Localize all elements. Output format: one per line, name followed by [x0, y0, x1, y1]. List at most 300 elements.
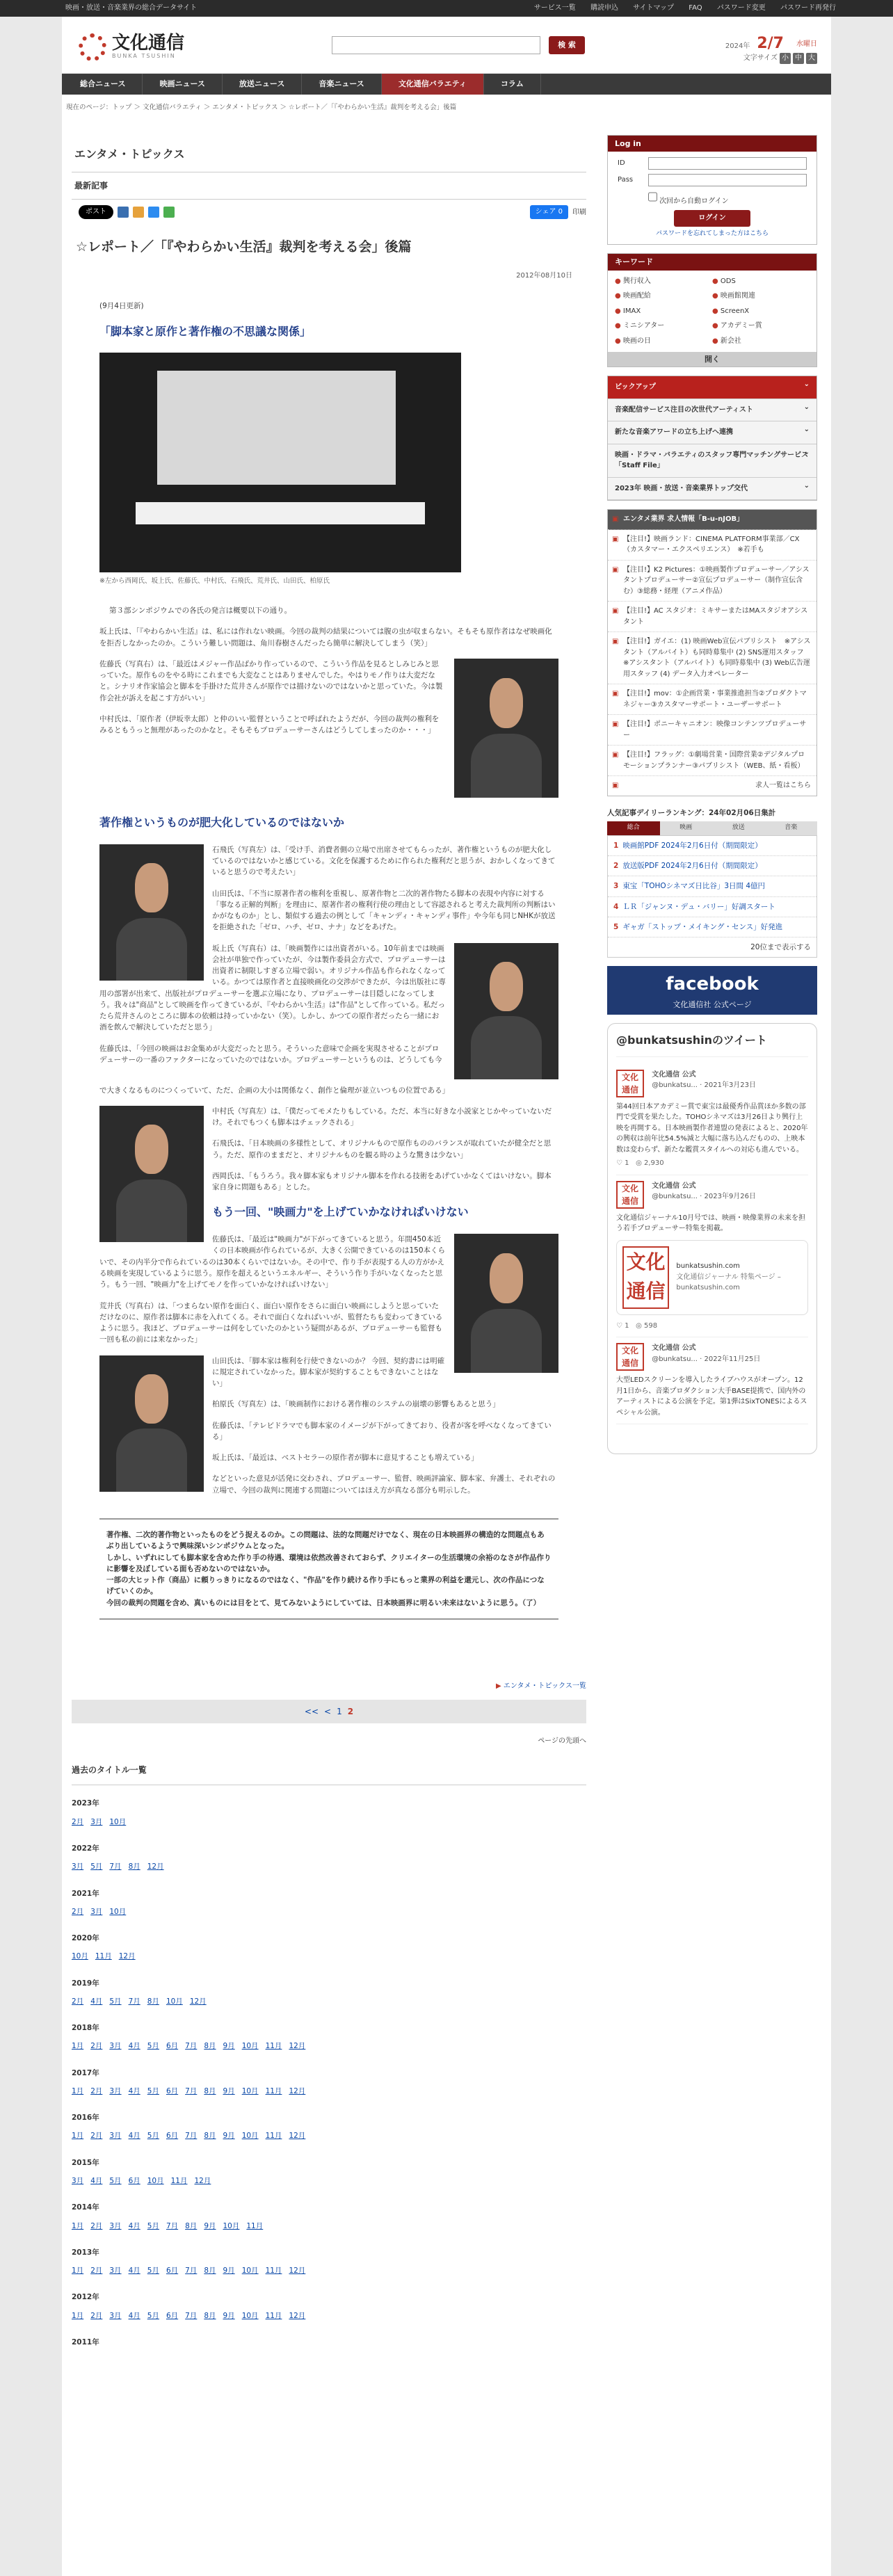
logo-mark-icon [79, 33, 106, 61]
login-box [607, 135, 817, 245]
publish-date: 2012年08月10日 [516, 271, 572, 280]
archive-month-link[interactable]: 1月 [72, 2311, 84, 2320]
archive-month-link[interactable]: 7月 [185, 2042, 198, 2051]
archive-month-link[interactable]: 10月 [109, 1907, 127, 1916]
archive-month-link[interactable]: 2月 [72, 1997, 84, 2006]
top-links [522, 3, 836, 14]
paragraph: 坂上氏（写真右）は、「映画製作には出資者がいる。10年前までは映画会社が単独で作っていたが、今は製作委員会方式で、プロデューサーは出資者に制限しすぎる立場で弱い。オリジナル作品も作られなくなっている。かつては原作者と直接映画化の交渉ができたが、今は出版社に専用の部署が出来て、出版社がプロデューサーを選ぶ立場になり、プロデューサーは目隠しになってしまう。我々は"商品"として映画を作ってきているが、『やわらかい生活』は"作品"として作っている。私だったら荒井さんのところに脚本の依頼は持っていかない（笑）。しかし、かつての原作者だったら一緒にお酒を飲んで解決していただと思う」 [99, 944, 446, 1032]
page-top-link[interactable] [72, 1736, 586, 1747]
archive-month-link[interactable]: 10月 [241, 2086, 259, 2095]
archive-month-link[interactable]: 12月 [289, 2267, 306, 2276]
section-title: エンタメ・トピックス [74, 147, 185, 161]
pager-page-2: 2 [347, 1707, 354, 1717]
keyword-item[interactable]: ● 映画館関連 [712, 291, 810, 302]
paragraph: 坂上氏は、「『やわらかい生活』は、私には作れない映画。今回の裁判の結果については腹の虫が収まらない。そもそも原作者はなぜ映画化を拒否しなかったのか。こういう難しい問題は、角川春樹さんだったら簡単に解決してしまう（笑）」 [99, 627, 552, 647]
login-button[interactable]: ログイン [674, 210, 750, 227]
paragraph: 佐藤氏は、「テレビドラマでも脚本家のイメージが下がってきており、役者が客を呼べなくなってきている」 [212, 1421, 552, 1441]
updated-note: (9月4日更新) [99, 302, 144, 311]
archive-month-link[interactable]: 8月 [147, 1997, 159, 2006]
jobs-box [607, 509, 817, 796]
archive-month-link[interactable]: 5月 [147, 2267, 159, 2276]
tweet[interactable] [616, 1175, 808, 1338]
archive-month-link[interactable]: 8月 [185, 2221, 198, 2230]
archive-month-link[interactable]: 3月 [72, 1862, 84, 1871]
paragraph: 第３部シンポジウムでの各氏の発言は概要以下の通り。 [109, 606, 292, 615]
archive-month-link[interactable]: 5月 [90, 1862, 103, 1871]
paragraph: 佐藤氏は、「今回の映画はお金集めが大変だったと思う。そういった意味で企画を実現させることがプロデューサーの一番のファクターになっていたのではないか。プロデューサーというものは、どうしても今で大きくなるものにつくっていて、ただ、企画の大小は関係なく、創作と倫理が並立いつもの位置である」 [99, 1044, 450, 1095]
page [62, 17, 831, 2576]
pass-field[interactable] [648, 174, 807, 186]
keyword-item[interactable]: ● ミニシアター [615, 321, 712, 332]
archive-month-link[interactable]: 4月 [128, 2267, 140, 2276]
tweet-text: 第44回日本アカデミー賞で東宝は最優秀作品賞ほか多数の部門で受賞を果たした。TOHOシネマズは3月26日より興行上映を再開する。日本映画製作者連盟の発表によると、2020年の興収は前年比54.5%減と大幅に落ち込んだものの、上映本数は変わらず、新たな鑑賞スタイルへの対応も進んでいる。 [616, 1102, 808, 1154]
top-link[interactable]: 購読申込 [590, 4, 618, 13]
archive-month-link[interactable]: 10月 [72, 1952, 88, 1961]
rank-link[interactable]: ギャガ「ストップ・メイキング・センス」好発進 [622, 922, 783, 931]
ranking-box [607, 805, 817, 958]
archive-month-link[interactable]: 3月 [109, 2086, 122, 2095]
archive-month-link[interactable]: 11月 [265, 2086, 282, 2095]
keyword-item[interactable]: ● 映画の日 [615, 336, 712, 347]
rss-icon[interactable] [133, 207, 144, 218]
archive-month-link[interactable]: 3月 [72, 2176, 84, 2185]
font-large-button[interactable]: 大 [806, 53, 817, 64]
archive-months [72, 2265, 586, 2279]
paragraph: 石飛氏は、「日本映画の多様性として、オリジナルもので原作もののバランスが取れていたが健全だと思う。ただ、原作のままだと、オリジナルものを観る時のような驚きは少ない」 [212, 1139, 552, 1159]
archive-month-link[interactable]: 10月 [109, 1817, 127, 1826]
archive-month-link[interactable]: 12月 [189, 1997, 207, 2006]
pager-first[interactable]: << [304, 1707, 319, 1717]
archive-month-link[interactable]: 12月 [289, 2311, 306, 2320]
nav-column[interactable]: コラム [484, 74, 541, 95]
archive-year: 2017年 [72, 2068, 99, 2077]
paragraph: 佐藤氏は、「最近は"映画力"が下がってきていると思う。年間450本近くの日本映画が作られているが、大きく公開できているのは150本くらいで、その内半分で作られているのは30本くらいではないか。その中で、作り手が表現する人の方がかえる映画を実現しているように思う。原作を超えるというエネルギー、そういう作り手がいなくなったと思う。もう一回、"映画力"を上げてモノを作っていかなければいけない」 [99, 1235, 446, 1289]
nav-general[interactable]: 総合ニュース [63, 74, 143, 95]
archive-year: 2014年 [72, 2203, 99, 2212]
archive-month-link[interactable]: 12月 [289, 2132, 306, 2141]
archive-month-link[interactable]: 5月 [147, 2311, 159, 2320]
archive-month-link[interactable]: 11月 [265, 2132, 282, 2141]
keyword-item[interactable]: ● ODS [712, 276, 810, 287]
archive-months [72, 1906, 586, 1920]
jobs-heading: ▣ エンタメ業界 求人情報「B-u-nJOB」 [608, 510, 816, 530]
tweet-stats: ♡ 1 ◎ 598 [616, 1321, 658, 1330]
keyword-item[interactable]: ● 映画配給 [615, 291, 712, 302]
job-item[interactable]: ▣ 【注目!】映画ランド：CINEMA PLATFORM事業部／CX（カスタマー・エクスペリエンス） ※若手も [608, 530, 816, 561]
facebook-banner[interactable] [607, 966, 817, 1014]
top-link[interactable]: サイトマップ [633, 4, 675, 13]
archive-month-link[interactable]: 3月 [109, 2042, 122, 2051]
archive-month-link[interactable]: 9月 [223, 2132, 235, 2141]
archive-month-link[interactable]: 10月 [241, 2267, 259, 2276]
rank-link[interactable]: 映画館PDF 2024年2月6日付（期間限定） [622, 841, 762, 850]
remember-checkbox[interactable] [648, 191, 657, 203]
breadcrumb[interactable]: 現在のページ：トップ ＞ 文化通信バラエティ ＞ エンタメ・トピックス ＞ ☆レポート／「『やわらかい生活』裁判を考える会」後篇 [66, 104, 457, 111]
rank-item[interactable]: 2 放送版PDF 2024年2月6日付（期間限定） [608, 856, 816, 876]
archive-title: 過去のタイトル一覧 [72, 1761, 586, 1786]
archive-month-link[interactable]: 5月 [147, 2042, 159, 2051]
google-icon[interactable] [163, 207, 175, 218]
nav-music[interactable]: 音楽ニュース [302, 74, 381, 95]
logo[interactable] [79, 33, 184, 61]
font-size-control [743, 53, 817, 64]
tagline: 映画・放送・音楽業界の総合データサイト [65, 4, 198, 13]
subheading: もう一回、"映画力"を上げていかなければいけない [212, 1205, 469, 1219]
archive-months [72, 1817, 586, 1830]
archive-month-link[interactable]: 2月 [90, 2311, 103, 2320]
archive-month-link[interactable]: 10月 [166, 1997, 183, 2006]
nav-broadcast[interactable]: 放送ニュース [223, 74, 302, 95]
paragraph: 中村氏は、「原作者（伊坂幸太郎）と仲のいい監督ということで呼ばれたようだが、今回の裁判の権利をみるともうっと無理があったのかなと。そもそもプロデューサーさんはどうしてしまったのか・・・」 [99, 714, 440, 735]
archive-month-link[interactable]: 3月 [109, 2267, 122, 2276]
article-body [72, 287, 586, 1620]
topics-list-link[interactable]: ▶ エンタメ・トピックス一覧 [496, 1682, 586, 1690]
archive-month-link[interactable]: 8月 [204, 2267, 216, 2276]
jobs-more-link[interactable]: ▣ 求人一覧はこちら [608, 776, 816, 796]
avatar: 文化 通信 [616, 1070, 644, 1097]
rank-tab[interactable]: 総合 [607, 821, 660, 835]
pass-label: Pass [618, 176, 634, 184]
archive-month-link[interactable]: 7月 [166, 2221, 179, 2230]
archive-month-link[interactable]: 3月 [109, 2311, 122, 2320]
bookmark-icon[interactable] [118, 207, 129, 218]
rank-item[interactable]: 3 東宝「TOHOシネマズ日比谷」3日間 4億円 [608, 876, 816, 896]
year: 2024年 [725, 42, 750, 50]
subheading: 著作権というものが肥大化しているのではないか [99, 815, 345, 829]
archive-year: 2013年 [72, 2248, 99, 2257]
archive-year: 2016年 [72, 2114, 99, 2123]
archive-month-link[interactable]: 11月 [265, 2311, 282, 2320]
tweet-handle: @bunkatsu... · 2023年9月26日 [652, 1193, 757, 1201]
tweet-likes: 1 [625, 1321, 629, 1330]
archive-month-link[interactable]: 6月 [128, 2176, 140, 2185]
archive-month-link[interactable]: 2月 [90, 2086, 103, 2095]
archive-month-link[interactable]: 2月 [90, 2042, 103, 2051]
card-title: bunkatsushin.com [676, 1262, 740, 1271]
speaker-photo [99, 1106, 204, 1242]
print-button[interactable]: 印刷 [572, 208, 586, 216]
archive-month-link[interactable]: 2月 [90, 2132, 103, 2141]
archive-month-link[interactable]: 5月 [109, 1997, 122, 2006]
font-size-label: 文字サイズ [743, 54, 778, 63]
paragraph: 中村氏（写真左）は、「僕だってモメたりもしている。ただ、本当に好きな小説家とじかやっていないだけ。それでもつくも脚本はチェックされる」 [212, 1106, 552, 1127]
job-item[interactable]: ▣ 【注目!】AC スタジオ：ミキサーまたはMAスタジオアシスタント [608, 602, 816, 632]
photo-caption: ※左から西岡氏、坂上氏、佐藤氏、中村氏、石飛氏、荒井氏、山田氏、柏原氏 [99, 577, 330, 586]
archive-month-link[interactable]: 2月 [72, 1817, 84, 1826]
archive-month-link[interactable]: 6月 [166, 2267, 179, 2276]
nav-variety[interactable]: 文化通信バラエティ [382, 74, 484, 95]
archive-months [72, 1996, 586, 2010]
archive-month-link[interactable]: 7月 [128, 1997, 140, 2006]
rank-more-link[interactable]: 20位まで表示する [750, 943, 811, 952]
archive-month-link[interactable]: 9月 [223, 2267, 235, 2276]
weekday: 水曜日 [796, 40, 817, 48]
archive-month-link[interactable]: 10月 [147, 2176, 164, 2185]
id-field[interactable] [648, 157, 807, 170]
rank-link[interactable]: ＬＲ「ジャンヌ・デュ・バリー」好調スタート [622, 902, 775, 911]
keyword-heading: キーワード [608, 254, 816, 270]
sidebar [607, 135, 817, 1454]
twitter-heading: @bunkatsushinのツイート [616, 1032, 808, 1057]
tweet-views: 598 [643, 1321, 658, 1330]
twitter-timeline [607, 1023, 817, 1454]
font-medium-button[interactable]: 中 [793, 53, 804, 64]
archive-month-link[interactable]: 11月 [170, 2176, 188, 2185]
archive-month-link[interactable]: 9月 [223, 2042, 235, 2051]
paragraph: 坂上氏は、「最近は、ベストセラーの原作者が脚本に意見することも増えている」 [212, 1454, 478, 1463]
archive-month-link[interactable]: 1月 [72, 2132, 84, 2141]
rank-link[interactable]: 放送版PDF 2024年2月6日付（期間限定） [622, 862, 762, 871]
keyword-open-button[interactable]: 開く [608, 352, 816, 367]
pickup-heading: ピックアップ ⌄ [608, 376, 816, 399]
archive-month-link[interactable]: 9月 [204, 2221, 216, 2230]
main-column [72, 135, 586, 2358]
rank-item[interactable]: 5 ギャガ「ストップ・メイキング・センス」好発進 [608, 917, 816, 937]
archive-month-link[interactable]: 3月 [90, 1907, 103, 1916]
search-button[interactable]: 検 索 [549, 36, 585, 54]
archive-month-link[interactable]: 8月 [204, 2086, 216, 2095]
archive-month-link[interactable]: 8月 [204, 2042, 216, 2051]
archive-month-link[interactable]: 12月 [118, 1952, 136, 1961]
logo-text: 文化通信 [112, 32, 185, 54]
rank-tab[interactable]: 放送 [712, 821, 765, 835]
archive-months [72, 2086, 586, 2100]
id-label: ID [618, 159, 625, 168]
archive-month-link[interactable]: 4月 [128, 2086, 140, 2095]
speaker-photo [454, 1234, 558, 1373]
archive-year: 2018年 [72, 2024, 99, 2033]
rank-link[interactable]: 東宝「TOHOシネマズ日比谷」3日間 4億円 [622, 882, 766, 891]
summary-note: 著作権、二次的著作物といったものをどう捉えるのか。この問題は、法的な問題だけでなく、現在の日本映画界の構造的な問題点もあぶり出しているようで興味深いシンポジウムとなった。 しかし、いずれにしても脚本家を含めた作り手の待遇、環境は依然改善されておらず、クリエイターの生活環境の余裕のなさが作品作りに影響を及ぼしている面も否めないのではないか。 一部の大ヒット作（商品）に頼りっきりになるのではなく、"作品"を作り続ける作り手にもっと業界の利益を還元し、次の作品につなげていくのか。 今回の裁判の問題を含め、真いものには目をとて、見てみないようにしていては、日本映画界に明るい未来はないように思う。（了） [99, 1518, 558, 1620]
archive-month-link[interactable]: 1月 [72, 2267, 84, 2276]
pager-page-1[interactable]: 1 [337, 1707, 342, 1717]
archive-months [72, 1861, 586, 1875]
archive-month-link[interactable]: 10月 [241, 2042, 259, 2051]
paragraph: 西岡氏は、「もうろう。我々脚本家もオリジナル脚本を作れる技術をあげていかなくてはいけない。脚本家自身に問題もある」とした。 [212, 1171, 552, 1192]
speaker-photo [99, 1355, 204, 1492]
archive-month-link[interactable]: 6月 [166, 2042, 179, 2051]
pager [72, 1700, 586, 1723]
avatar: 文化 通信 [616, 1181, 644, 1209]
pickup-item[interactable]: 音楽配信サービス注目の次世代アーティスト ⌄ [608, 399, 816, 422]
archive-month-link[interactable]: 6月 [166, 2311, 179, 2320]
forgot-password-link[interactable]: パスワードを忘れてしまった方はこちら [655, 230, 769, 237]
ranking-heading: 人気記事デイリーランキング：24年02月06日集計 [607, 808, 776, 817]
paragraph: 石飛氏（写真左）は、「受け手、消費者側の立場で出席させてもらったが、著作権というものが肥大化しているのではないかと感じている。文化を保護するために作られた権利だと思うが、おかしくなってきていると思うので考えたい」 [212, 845, 556, 877]
archive-month-link[interactable]: 4月 [128, 2132, 140, 2141]
archive-year: 2022年 [72, 1844, 99, 1853]
pickup-item[interactable]: 映画・ドラマ・バラエティのスタッフ専門マッチングサービス「Staff File」 ⌄ [608, 444, 816, 478]
archive-month-link[interactable]: 5月 [147, 2132, 159, 2141]
archive-month-link[interactable]: 6月 [166, 2132, 179, 2141]
job-item[interactable]: ▣ 【注目!】K2 Pictures：①映画製作プロデューサー／アシスタントプロデューサー②宣伝プロデューサー（制作宣伝含む）③総務・経理（アニメ作品） [608, 561, 816, 602]
avatar: 文化 通信 [616, 1343, 644, 1371]
archive-month-link[interactable]: 11月 [246, 2221, 264, 2230]
archive-month-link[interactable]: 7月 [109, 1862, 122, 1871]
x-post-button[interactable]: ポスト [79, 205, 113, 219]
tweet-handle: @bunkatsu... · 2022年11月25日 [652, 1355, 761, 1363]
archive-month-link[interactable]: 1月 [72, 2221, 84, 2230]
tweet-name: 文化通信 公式 [652, 1182, 696, 1190]
paragraph: などといった意見が活発に交わされ、プロデューサー、監督、映画評論家、脚本家、弁護士、それぞれの立場で、今回の裁判に関連する問題についてはほえ方が真なる部分も明示した。 [212, 1474, 556, 1495]
rank-item[interactable]: 4 ＬＲ「ジャンヌ・デュ・バリー」好調スタート [608, 897, 816, 917]
top-link[interactable]: FAQ [689, 4, 702, 13]
archive-months [72, 1951, 586, 1965]
rank-tab[interactable]: 映画 [660, 821, 713, 835]
archive-year: 2011年 [72, 2337, 99, 2346]
search-input[interactable] [332, 36, 540, 54]
pickup-box [607, 376, 817, 501]
archive-month-link[interactable]: 2月 [90, 2267, 103, 2276]
archive-month-link[interactable]: 10月 [241, 2132, 259, 2141]
archive-months [72, 2221, 586, 2235]
job-item[interactable]: ▣ 【注目!】ガイエ：(1) 映画Web宣伝パブリシスト ※アシスタント（アルバイト）も同時募集中 (2) SNS運用スタッフ ※アシスタント（アルバイト）も同時募集中 (3) Web広告運用スタッフ (4) データ入力オペレーター [608, 632, 816, 684]
archive-month-link[interactable]: 12月 [147, 1862, 164, 1871]
rank-tab[interactable]: 音楽 [765, 821, 818, 835]
tweet-text: 文化通信ジャーナル10月号では、映画・映像業界の未来を担う若手プロデューサー特集を掲載。 [616, 1214, 806, 1233]
speaker-photo [454, 659, 558, 798]
share-bar [72, 200, 586, 225]
archive-year: 2021年 [72, 1889, 99, 1898]
archive-month-link[interactable]: 5月 [109, 2176, 122, 2185]
tweet-handle: @bunkatsu... · 2021年3月23日 [652, 1081, 757, 1090]
archive-month-link[interactable]: 4月 [90, 1997, 103, 2006]
archive-months [72, 2040, 586, 2054]
rank-item[interactable]: 1 映画館PDF 2024年2月6日付（期間限定） [608, 836, 816, 856]
archive-month-link[interactable]: 2月 [90, 2221, 103, 2230]
keyword-item[interactable]: ● 新会社 [712, 336, 810, 347]
logo-sub: BUNKA TSUSHIN [112, 52, 176, 59]
facebook-title: facebook [666, 974, 759, 995]
archive-month-link[interactable]: 4月 [128, 2221, 140, 2230]
paragraph: 柏原氏（写真左）は、「映画制作における著作権のシステムの崩壊の影響もあると思う」 [212, 1400, 500, 1409]
header [62, 17, 831, 74]
tweet-likes: 1 [625, 1159, 629, 1168]
archive-month-link[interactable]: 8月 [128, 1862, 140, 1871]
archive-month-link[interactable]: 1月 [72, 2086, 84, 2095]
archive-month-link[interactable]: 5月 [147, 2086, 159, 2095]
symposium-photo [99, 353, 461, 572]
archive-month-link[interactable]: 6月 [166, 2086, 179, 2095]
archive-month-link[interactable]: 10月 [223, 2221, 240, 2230]
paragraph: 佐藤氏（写真右）は、「最近はメジャー作品ばかり作っているので、こういう作品を見るとしみじみと思っていた。原作ものをやる時にこれまでも大変なことはありませんでした。やはりモノ作りは大変だなと。シナリオ作家協会と脚本を手掛けた荒井さんが原作では描けないのではないかと思っていた。今は製作会社が訴えを起こす方がいい」 [99, 659, 443, 702]
archive [72, 1761, 586, 2358]
archive-month-link[interactable]: 11月 [265, 2042, 282, 2051]
tweet-stats: ♡ 1 ◎ 2,930 [616, 1159, 664, 1168]
link-card[interactable] [616, 1240, 808, 1315]
card-logo: 文化 通信 [622, 1246, 669, 1309]
archive-month-link[interactable]: 10月 [241, 2311, 259, 2320]
job-item[interactable]: ▣ 【注目!】フラッグ：①劇場営業・国際営業②デジタルプロモーションプランナー③パブリシスト（WEB、紙・看板） [608, 746, 816, 776]
top-link[interactable]: パスワード再発行 [780, 4, 836, 13]
font-small-button[interactable]: 小 [780, 53, 791, 64]
archive-month-link[interactable]: 9月 [223, 2311, 235, 2320]
facebook-share-button[interactable]: シェア 0 [530, 205, 568, 219]
archive-month-link[interactable]: 4月 [128, 2311, 140, 2320]
archive-month-link[interactable]: 3月 [90, 1817, 103, 1826]
pager-prev[interactable]: < [324, 1707, 332, 1717]
job-item[interactable]: ▣ 【注目!】mov：①企画営業・事業推進担当②プロダクトマネジャー③カスタマーサポート・ユーザーサポート [608, 684, 816, 715]
job-item[interactable]: ▣ 【注目!】ポニーキャニオン：映像コンテンツプロデューサー [608, 715, 816, 746]
tweet-text: 大型LEDスクリーンを導入したライブハウスがオープン。12月1日から、音楽プロダクション大手BASE提携で、国内外のアーティストによる公演を予定。第1弾はSixTONESによるスペシャル公演。 [616, 1376, 807, 1417]
keyword-item[interactable]: ● 興行収入 [615, 276, 712, 287]
tweet-views: 2,930 [643, 1159, 664, 1168]
archive-month-link[interactable]: 8月 [204, 2132, 216, 2141]
archive-month-link[interactable]: 3月 [109, 2132, 122, 2141]
archive-month-link[interactable]: 7月 [185, 2132, 198, 2141]
paragraph: 山田氏は、「脚本家は権利を行使できないのか？ 今回、契約書には明確に規定されていなかった。脚本家が契約することもできないことはない」 [212, 1356, 445, 1388]
archive-month-link[interactable]: 11月 [95, 1952, 112, 1961]
archive-month-link[interactable]: 11月 [265, 2267, 282, 2276]
archive-months [72, 2310, 586, 2324]
pickup-item[interactable]: 2023年 映画・放送・音楽業界トップ交代 ⌄ [608, 478, 816, 501]
archive-month-link[interactable]: 7月 [185, 2086, 198, 2095]
pickup-item[interactable]: 新たな音楽アワードの立ち上げへ連携 ⌄ [608, 421, 816, 444]
top-link[interactable]: パスワード変更 [716, 4, 766, 13]
archive-month-link[interactable]: 7月 [185, 2267, 198, 2276]
speaker-photo [99, 844, 204, 981]
date: 2/7 [757, 35, 784, 52]
hatena-icon[interactable] [148, 207, 159, 218]
archive-month-link[interactable]: 3月 [109, 2221, 122, 2230]
archive-month-link[interactable]: 7月 [185, 2311, 198, 2320]
archive-months [72, 2130, 586, 2144]
archive-month-link[interactable]: 12月 [289, 2086, 306, 2095]
subheading: 「脚本家と原作と著作権の不思議な関係」 [99, 324, 312, 338]
archive-month-link[interactable]: 9月 [223, 2086, 235, 2095]
latest-heading: 最新記事 [72, 172, 586, 200]
topics-list-text[interactable]: エンタメ・トピックス一覧 [503, 1682, 586, 1690]
archive-year: 2012年 [72, 2293, 99, 2302]
paragraph: 荒井氏（写真右）は、「つまらない原作を面白く、面白い原作をさらに面白い映画にしようと思っていただけなのに、原作者は脚本に赤を入れてくる。それで面白くなればいいが、監督たちも変わってきているように思う。我ほど、プロデューサーは何をしていたのかという疑問があるが、プロデューサーも監督も一回も私の前には来なかった」 [99, 1301, 443, 1344]
login-heading: Log in [608, 136, 816, 152]
keyword-item[interactable]: ● アカデミー賞 [712, 321, 810, 332]
archive-year: 2023年 [72, 1799, 99, 1808]
tweet-name: 文化通信 公式 [652, 1070, 696, 1079]
archive-month-link[interactable]: 8月 [204, 2311, 216, 2320]
date-display [725, 32, 784, 56]
tweet[interactable] [616, 1064, 808, 1175]
archive-month-link[interactable]: 12月 [194, 2176, 211, 2185]
archive-year: 2020年 [72, 1934, 99, 1943]
keyword-item[interactable]: ● IMAX [615, 306, 712, 317]
archive-month-link[interactable]: 4月 [128, 2042, 140, 2051]
remember-label: 次回から自動ログイン [659, 198, 729, 206]
facebook-sub: 文化通信社 公式ページ [673, 999, 752, 1009]
archive-month-link[interactable]: 4月 [90, 2176, 103, 2185]
tweet-name: 文化通信 公式 [652, 1344, 696, 1353]
keyword-box [607, 253, 817, 367]
archive-year: 2015年 [72, 2158, 99, 2167]
top-link[interactable]: サービス一覧 [533, 4, 576, 13]
speaker-photo [454, 943, 558, 1079]
nav-movie[interactable]: 映画ニュース [143, 74, 222, 95]
paragraph: 山田氏は、「不当に原著作者の権利を重視し、原著作物と二次的著作物たる脚本の表現や内容に対する「事なる正解的判断」を理由に、原著作者の権利行使の理由として容認されると考えた裁判所の判断はいかがなものか」とし、類似する過去の例として「キャンディ・キャンディ事件」や今年も同じNHKが放送を拒絶された「ゼロ、ハチ、ゼロ、ナナ」などをあげた。 [212, 889, 556, 932]
tweet[interactable] [616, 1337, 808, 1424]
archive-month-link[interactable]: 2月 [72, 1907, 84, 1916]
keyword-item[interactable]: ● ScreenX [712, 306, 810, 317]
archive-year: 2019年 [72, 1979, 99, 1988]
archive-month-link[interactable]: 5月 [147, 2221, 159, 2230]
archive-months [72, 2175, 586, 2189]
article-title: ☆レポート／「『やわらかい生活』裁判を考える会」後篇 [76, 239, 412, 255]
page-top-text[interactable]: ページの先頭へ [538, 1737, 586, 1746]
archive-months [72, 2355, 586, 2358]
main-nav [62, 74, 831, 95]
card-sub: 文化通信ジャーナル 特集ページ – bunkatsushin.com [676, 1273, 781, 1292]
archive-month-link[interactable]: 12月 [289, 2042, 306, 2051]
archive-month-link[interactable]: 1月 [72, 2042, 84, 2051]
